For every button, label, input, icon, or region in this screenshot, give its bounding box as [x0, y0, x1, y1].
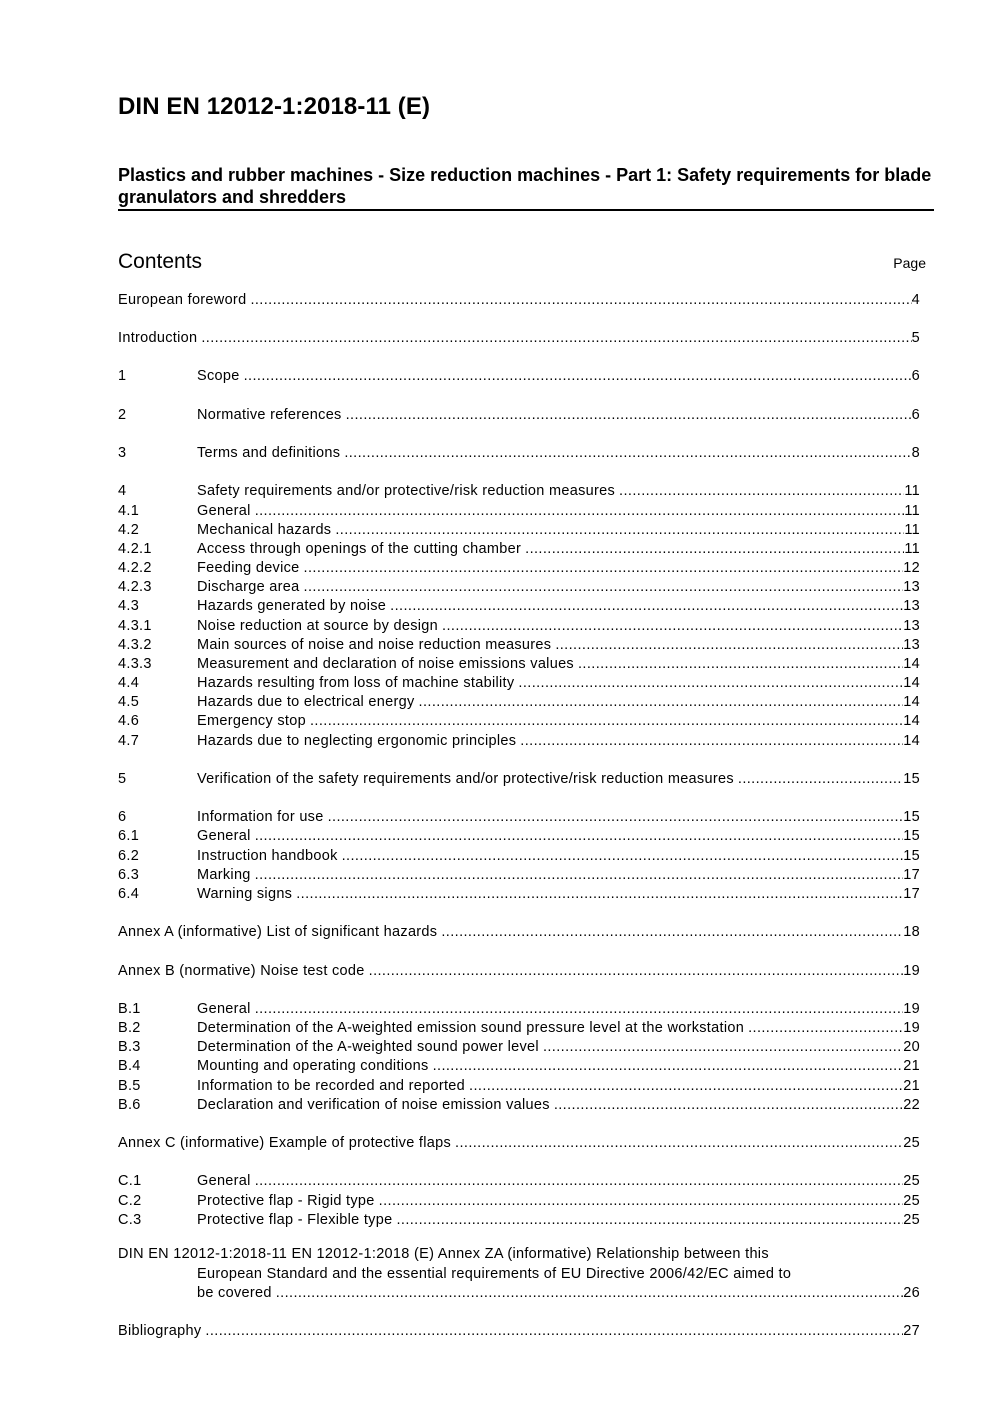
toc-entry[interactable]	[118, 1134, 920, 1153]
dot-leader	[342, 847, 904, 866]
toc-entry-page-number: 25	[903, 1193, 920, 1209]
toc-entry[interactable]	[118, 655, 920, 674]
dot-leader	[578, 655, 903, 674]
toc-entry-title: Normative references	[197, 407, 342, 423]
dot-leader	[555, 636, 903, 655]
toc-entry-number: 6.3	[118, 867, 140, 883]
toc-entry-page-number: 6	[911, 368, 920, 384]
toc-entry[interactable]	[118, 1096, 920, 1115]
toc-entry-number: 4.2	[118, 522, 140, 538]
dot-leader	[520, 732, 903, 751]
toc-entry[interactable]	[118, 1172, 920, 1191]
toc-entry[interactable]	[118, 406, 920, 425]
dot-leader	[344, 444, 911, 463]
dot-leader	[255, 827, 904, 846]
toc-entry-title: Discharge area	[197, 579, 300, 595]
dot-leader	[379, 1192, 904, 1211]
toc-entry[interactable]	[118, 444, 920, 463]
toc-entry[interactable]	[118, 1000, 920, 1019]
toc-entry-page-number: 15	[903, 828, 920, 844]
toc-entry-title: Mounting and operating conditions	[197, 1058, 429, 1074]
toc-entry[interactable]	[118, 636, 920, 655]
toc-entry-title: Protective flap - Rigid type	[197, 1193, 375, 1209]
toc-entry[interactable]	[118, 866, 920, 885]
toc-entry-number: 4.2.2	[118, 560, 152, 576]
toc-entry-title: Determination of the A-weighted sound power level	[197, 1039, 539, 1055]
dot-leader	[738, 770, 903, 789]
toc-entry[interactable]	[118, 847, 920, 866]
dot-leader	[346, 406, 912, 425]
toc-entry[interactable]	[118, 559, 920, 578]
dot-leader	[250, 291, 911, 310]
dot-leader	[296, 885, 903, 904]
toc-entry-page-number: 21	[903, 1078, 920, 1094]
dot-leader	[518, 674, 903, 693]
toc-entry[interactable]	[118, 597, 920, 616]
dot-leader	[469, 1077, 903, 1096]
toc-entry-title: Annex B (normative) Noise test code	[118, 963, 365, 979]
toc-entry[interactable]	[118, 693, 920, 712]
toc-entry-number: 4.7	[118, 733, 140, 749]
dot-leader	[455, 1134, 903, 1153]
toc-entry-title: Marking	[197, 867, 251, 883]
annex-za-line-1: DIN EN 12012-1:2018-11 EN 12012-1:2018 (E) Annex ZA (informative) Relationship between this	[118, 1246, 769, 1262]
dot-leader	[335, 521, 904, 540]
toc-entry-number: C.3	[118, 1212, 142, 1228]
toc-entry-page-number: 18	[903, 924, 920, 940]
toc-entry-page-number: 27	[903, 1323, 920, 1339]
toc-entry-page-number: 12	[903, 560, 920, 576]
dot-leader	[442, 617, 903, 636]
toc-entry-number: 4.3.2	[118, 637, 152, 653]
toc-entry-annex-za[interactable]	[118, 1245, 920, 1304]
toc-entry-title: Determination of the A-weighted emission sound pressure level at the workstation	[197, 1020, 745, 1036]
dot-leader	[419, 693, 904, 712]
toc-entry-number: B.3	[118, 1039, 141, 1055]
toc-entry-number: 1	[118, 368, 127, 384]
dot-leader	[328, 808, 904, 827]
toc-entry-page-number: 13	[903, 598, 920, 614]
annex-za-page-number: 26	[903, 1285, 920, 1301]
toc-entry-page-number: 15	[903, 848, 920, 864]
toc-entry-number: B.2	[118, 1020, 141, 1036]
contents-header	[118, 250, 926, 274]
toc-entry-title: Hazards due to electrical energy	[197, 694, 415, 710]
toc-entry[interactable]	[118, 1192, 920, 1211]
dot-leader	[255, 866, 904, 885]
toc-entry-title: Terms and definitions	[197, 445, 341, 461]
toc-entry-page-number: 14	[903, 733, 920, 749]
toc-entry[interactable]	[118, 1211, 920, 1230]
toc-entry-page-number: 25	[903, 1173, 920, 1189]
toc-entry-title: Declaration and verification of noise emission values	[197, 1097, 550, 1113]
toc-entry-title: Scope	[197, 368, 240, 384]
dot-leader	[433, 1057, 904, 1076]
toc-entry-title: Instruction handbook	[197, 848, 338, 864]
dot-leader	[369, 962, 904, 981]
toc-entry[interactable]	[118, 1019, 920, 1038]
page-column-label: Page	[893, 255, 926, 271]
toc-entry[interactable]	[118, 808, 920, 827]
dot-leader	[304, 559, 904, 578]
toc-entry[interactable]	[118, 367, 920, 386]
toc-entry-number: 3	[118, 445, 127, 461]
toc-entry-title: Bibliography	[118, 1323, 202, 1339]
document-id: DIN EN 12012-1:2018-11 (E)	[118, 93, 431, 120]
toc-entry-page-number: 13	[903, 618, 920, 634]
toc-entry-page-number: 20	[903, 1039, 920, 1055]
toc-entry[interactable]	[118, 712, 920, 731]
toc-entry[interactable]	[118, 502, 920, 521]
toc-entry-title: Mechanical hazards	[197, 522, 332, 538]
toc-entry-page-number: 14	[903, 713, 920, 729]
toc-entry[interactable]	[118, 1077, 920, 1096]
toc-entry-page-number: 14	[903, 656, 920, 672]
toc-entry-number: 4.5	[118, 694, 140, 710]
toc-entry-title: Emergency stop	[197, 713, 306, 729]
toc-entry-page-number: 25	[903, 1135, 920, 1151]
dot-leader	[619, 482, 904, 501]
toc-entry[interactable]	[118, 962, 920, 981]
toc-entry-number: C.2	[118, 1193, 142, 1209]
toc-entry-number: 4.1	[118, 503, 140, 519]
toc-entry-title: General	[197, 1001, 251, 1017]
toc-entry-title: Information to be recorded and reported	[197, 1078, 466, 1094]
toc-entry-title: General	[197, 1173, 251, 1189]
toc-entry-number: B.4	[118, 1058, 141, 1074]
dot-leader	[396, 1211, 903, 1230]
toc-entry-number: 4	[118, 483, 127, 499]
toc-entry-page-number: 11	[904, 483, 920, 499]
toc-entry[interactable]	[118, 521, 920, 540]
annex-za-line-3-text: be covered	[197, 1285, 272, 1301]
toc-entry-number: 6	[118, 809, 127, 825]
toc-entry-page-number: 15	[903, 771, 920, 787]
toc-entry[interactable]	[118, 329, 920, 348]
toc-entry[interactable]	[118, 1038, 920, 1057]
toc-entry-number: B.5	[118, 1078, 141, 1094]
toc-entry-bibliography[interactable]	[118, 1322, 920, 1341]
toc-entry-page-number: 8	[911, 445, 920, 461]
toc-entry-number: C.1	[118, 1173, 142, 1189]
toc-entry[interactable]	[118, 540, 920, 559]
toc-entry-title: General	[197, 503, 251, 519]
toc-entry-page-number: 6	[911, 407, 920, 423]
toc-entry-number: 5	[118, 771, 127, 787]
document-title: Plastics and rubber machines - Size reduction machines - Part 1: Safety requirements for blade granulators and shredders	[118, 164, 934, 211]
toc-entry[interactable]	[118, 617, 920, 636]
toc-entry-number: 4.6	[118, 713, 140, 729]
toc-entry-page-number: 19	[903, 1001, 920, 1017]
toc-entry-title: Information for use	[197, 809, 324, 825]
toc-entry-number: 4.3.3	[118, 656, 152, 672]
toc-entry-page-number: 17	[903, 886, 920, 902]
toc-entry[interactable]	[118, 291, 920, 310]
toc-entry-page-number: 25	[903, 1212, 920, 1228]
toc-entry-page-number: 22	[903, 1097, 920, 1113]
dot-leader	[525, 540, 904, 559]
toc-entry[interactable]	[118, 885, 920, 904]
toc-entry-page-number: 11	[904, 503, 920, 519]
toc-entry-title: European foreword	[118, 292, 247, 308]
toc-entry-title: Noise reduction at source by design	[197, 618, 439, 634]
toc-entry-number: 4.4	[118, 675, 140, 691]
dot-leader	[244, 367, 912, 386]
dot-leader	[304, 578, 904, 597]
toc-entry-title: Hazards generated by noise	[197, 598, 387, 614]
toc-entry-page-number: 11	[904, 541, 920, 557]
toc-entry-title: Hazards due to neglecting ergonomic principles	[197, 733, 517, 749]
toc-entry-title: General	[197, 828, 251, 844]
toc-entry-number: 6.1	[118, 828, 140, 844]
toc-entry-page-number: 14	[903, 694, 920, 710]
dot-leader	[276, 1284, 904, 1304]
dot-leader	[554, 1096, 903, 1115]
toc-entry-number: B.1	[118, 1001, 141, 1017]
toc-entry-page-number: 4	[911, 292, 920, 308]
toc-entry[interactable]	[118, 770, 920, 789]
dot-leader	[390, 597, 903, 616]
toc-entry[interactable]	[118, 482, 920, 501]
annex-za-line-3	[118, 1284, 920, 1304]
contents-heading: Contents	[118, 250, 203, 273]
toc-entry-page-number: 11	[904, 522, 920, 538]
toc-entry-title: Feeding device	[197, 560, 300, 576]
toc-entry-title: Hazards resulting from loss of machine stability	[197, 675, 515, 691]
toc-entry[interactable]	[118, 578, 920, 597]
toc-entry-page-number: 14	[903, 675, 920, 691]
toc-entry-number: 4.2.3	[118, 579, 152, 595]
toc-entry-page-number: 15	[903, 809, 920, 825]
dot-leader	[205, 1322, 903, 1341]
toc-entry[interactable]	[118, 674, 920, 693]
toc-entry-page-number: 5	[911, 330, 920, 346]
toc-entry-title: Verification of the safety requirements and/or protective/risk reduction measures	[197, 771, 734, 787]
toc-entry-title: Annex A (informative) List of significant hazards	[118, 924, 438, 940]
dot-leader	[255, 1172, 904, 1191]
toc-entry-title: Safety requirements and/or protective/risk reduction measures	[197, 483, 616, 499]
dot-leader	[310, 712, 903, 731]
dot-leader	[201, 329, 911, 348]
toc-entry-number: B.6	[118, 1097, 141, 1113]
toc-entry-page-number: 17	[903, 867, 920, 883]
toc-entry-number: 4.3.1	[118, 618, 152, 634]
toc-entry-page-number: 19	[903, 963, 920, 979]
toc-entry-title: Access through openings of the cutting chamber	[197, 541, 522, 557]
dot-leader	[543, 1038, 903, 1057]
toc-entry[interactable]	[118, 732, 920, 751]
toc-entry-title: Annex C (informative) Example of protective flaps	[118, 1135, 452, 1151]
toc-entry-number: 4.3	[118, 598, 140, 614]
toc-entry-page-number: 19	[903, 1020, 920, 1036]
toc-entry-title: Main sources of noise and noise reduction measures	[197, 637, 552, 653]
toc-entry-number: 6.4	[118, 886, 140, 902]
toc-entry-title: Warning signs	[197, 886, 293, 902]
toc-entry-page-number: 13	[903, 579, 920, 595]
dot-leader	[255, 1000, 904, 1019]
toc-entry-page-number: 13	[903, 637, 920, 653]
dot-leader	[441, 923, 903, 942]
toc-entry-title: Protective flap - Flexible type	[197, 1212, 393, 1228]
toc-entry[interactable]	[118, 1057, 920, 1076]
toc-entry-title: Measurement and declaration of noise emissions values	[197, 656, 574, 672]
toc-entry[interactable]	[118, 923, 920, 942]
toc-entry-number: 2	[118, 407, 127, 423]
dot-leader	[255, 502, 905, 521]
toc-entry-page-number: 21	[903, 1058, 920, 1074]
annex-za-line-2: European Standard and the essential requirements of EU Directive 2006/42/EC aimed to	[197, 1265, 792, 1282]
toc-entry-number: 4.2.1	[118, 541, 152, 557]
toc-entry-number: 6.2	[118, 848, 140, 864]
dot-leader	[748, 1019, 903, 1038]
toc-entry-title: Introduction	[118, 330, 198, 346]
toc-entry[interactable]	[118, 827, 920, 846]
